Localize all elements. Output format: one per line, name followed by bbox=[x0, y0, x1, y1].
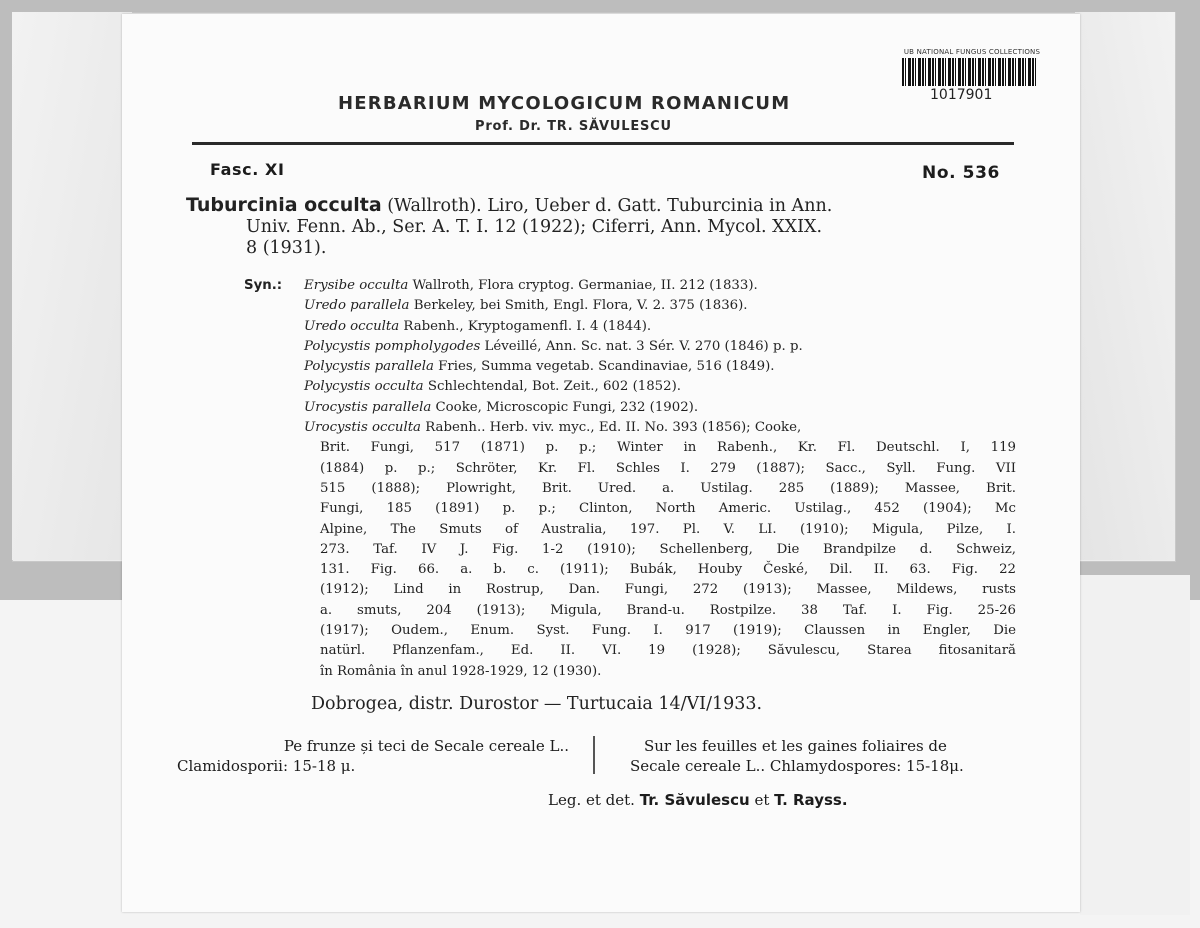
synonym-entry bbox=[244, 317, 1016, 337]
synonym-entry bbox=[244, 398, 1016, 418]
synonym-entry bbox=[244, 276, 1016, 296]
synonym-continuation: (1917); Oudem., Enum. Syst. Fung. I. 917 (1919); Claussen in Engler, Die bbox=[320, 623, 1016, 639]
species-line-2: Univ. Fenn. Ab., Ser. A. T. I. 12 (1922); Ciferri, Ann. Mycol. XXIX. bbox=[246, 217, 823, 237]
host-french-line-1: Sur les feuilles et les gaines foliaires de bbox=[644, 737, 947, 755]
lower-sheet bbox=[1080, 575, 1190, 915]
species-citation bbox=[186, 195, 1016, 259]
packet-flap-right bbox=[1075, 12, 1175, 560]
synonym-entry bbox=[244, 296, 1016, 316]
synonym-reference: Léveillé, Ann. Sc. nat. 3 Sér. V. 270 (1846) p. p. bbox=[480, 338, 803, 354]
synonym-continuation: în România în anul 1928-1929, 12 (1930). bbox=[320, 663, 602, 679]
host-romanian-line-1: Pe frunze și teci de Secale cereale L.. bbox=[283, 737, 569, 755]
synonym-continuation: a. smuts, 204 (1913); Migula, Brand-u. Rostpilze. 38 Taf. I. Fig. 25-26 bbox=[320, 602, 1016, 618]
collectors bbox=[548, 791, 848, 809]
barcode-icon bbox=[902, 58, 1036, 86]
barcode-caption: UB NATIONAL FUNGUS COLLECTIONS bbox=[903, 48, 1041, 56]
locality: Dobrogea, distr. Durostor — Turtucaia 14/VI/1933. bbox=[311, 694, 763, 714]
host-romanian-line-2: Clamidosporii: 15-18 μ. bbox=[177, 757, 356, 775]
species-citation-text: (Wallroth). Liro, Ueber d. Gatt. Tuburcinia in Ann. bbox=[381, 196, 833, 216]
collector-1: Tr. Săvulescu bbox=[639, 791, 750, 809]
synonym-reference: Schlechtendal, Bot. Zeit., 602 (1852). bbox=[423, 379, 682, 395]
synonym-reference: Wallroth, Flora cryptog. Germaniae, II. 212 (1833). bbox=[408, 278, 758, 293]
collectors-join: et bbox=[749, 791, 775, 809]
host-french-line-2: Secale cereale L.. Chlamydospores: 15-18μ. bbox=[630, 757, 964, 775]
fascicle-number: Fasc. XI bbox=[210, 160, 285, 179]
specimen-number: No. 536 bbox=[922, 163, 1000, 183]
packet-flap-left bbox=[12, 12, 132, 560]
synonym-continuation: 273. Taf. IV J. Fig. 1-2 (1910); Schellenberg, Die Brandpilze d. Schweiz, bbox=[320, 541, 1016, 557]
synonym-taxon: Uredo occulta bbox=[304, 318, 400, 334]
herbarium-subtitle: Prof. Dr. TR. SĂVULESCU bbox=[475, 119, 672, 134]
synonym-taxon: Polycystis parallela bbox=[304, 359, 434, 375]
synonym-continuation: Alpine, The Smuts of Australia, 197. Pl. V. LI. (1910); Migula, Pilze, I. bbox=[320, 521, 1016, 537]
synonym-entry bbox=[244, 357, 1016, 377]
synonym-taxon: Uredo parallela bbox=[304, 298, 410, 314]
host-french bbox=[622, 736, 1018, 776]
synonym-reference: Cooke, Microscopic Fungi, 232 (1902). bbox=[431, 399, 699, 415]
column-divider bbox=[593, 736, 595, 774]
synonym-reference: Rabenh., Kryptogamenfl. I. 4 (1844). bbox=[399, 318, 652, 334]
synonym-entry bbox=[244, 377, 1016, 397]
synonym-continuation: Brit. Fungi, 517 (1871) p. p.; Winter in Rabenh., Kr. Fl. Deutschl. I, 119 bbox=[320, 440, 1016, 456]
synonym-continuation: 131. Fig. 66. a. b. c. (1911); Bubák, Houby České, Dil. II. 63. Fig. 22 bbox=[320, 562, 1016, 578]
synonym-taxon: Polycystis pompholygodes bbox=[304, 338, 481, 354]
synonym-continuation: natürl. Pflanzenfam., Ed. II. VI. 19 (1928); Săvulescu, Starea fitosanitară bbox=[320, 643, 1016, 659]
herbarium-title: HERBARIUM MYCOLOGICUM ROMANICUM bbox=[338, 93, 791, 114]
barcode-block bbox=[898, 48, 1046, 103]
synonym-continuation: 515 (1888); Plowright, Brit. Ured. a. Ustilag. 285 (1889); Massee, Brit. bbox=[320, 480, 1016, 496]
synonym-label: Syn.: bbox=[244, 278, 283, 293]
synonym-continuation: Fungi, 185 (1891) p. p.; Clinton, North Americ. Ustilag., 452 (1904); Mc bbox=[320, 501, 1016, 517]
synonymy bbox=[244, 276, 1016, 682]
species-line-1 bbox=[186, 195, 1016, 217]
synonym-reference: Berkeley, bei Smith, Engl. Flora, V. 2. 375 (1836). bbox=[409, 298, 748, 314]
host-romanian bbox=[175, 736, 569, 776]
synonym-entry bbox=[244, 337, 1016, 357]
synonym-taxon: Erysibe occulta bbox=[304, 278, 409, 293]
synonym-continuation: (1912); Lind in Rostrup, Dan. Fungi, 272 (1913); Massee, Mildews, rusts bbox=[320, 582, 1016, 598]
species-name: Tuburcinia occulta bbox=[186, 194, 382, 216]
synonym-continuation: (1884) p. p.; Schröter, Kr. Fl. Schles I. 279 (1887); Sacc., Syll. Fung. VII bbox=[320, 460, 1016, 476]
barcode-number: 1017901 bbox=[930, 87, 993, 103]
synonym-reference: Fries, Summa vegetab. Scandinaviae, 516 (1849). bbox=[433, 359, 775, 375]
synonym-taxon: Urocystis parallela bbox=[304, 399, 432, 415]
header-rule bbox=[192, 142, 1014, 145]
synonym-taxon: Polycystis occulta bbox=[304, 379, 424, 395]
collectors-prefix: Leg. et det. bbox=[548, 791, 640, 809]
synonym-taxon: Urocystis occulta bbox=[304, 420, 421, 436]
synonym-entry bbox=[244, 418, 1016, 438]
species-line-3: 8 (1931). bbox=[246, 238, 327, 258]
synonym-reference: Rabenh.. Herb. viv. myc., Ed. II. No. 393 (1856); Cooke, bbox=[420, 420, 802, 436]
collector-2: T. Rayss. bbox=[774, 791, 848, 809]
